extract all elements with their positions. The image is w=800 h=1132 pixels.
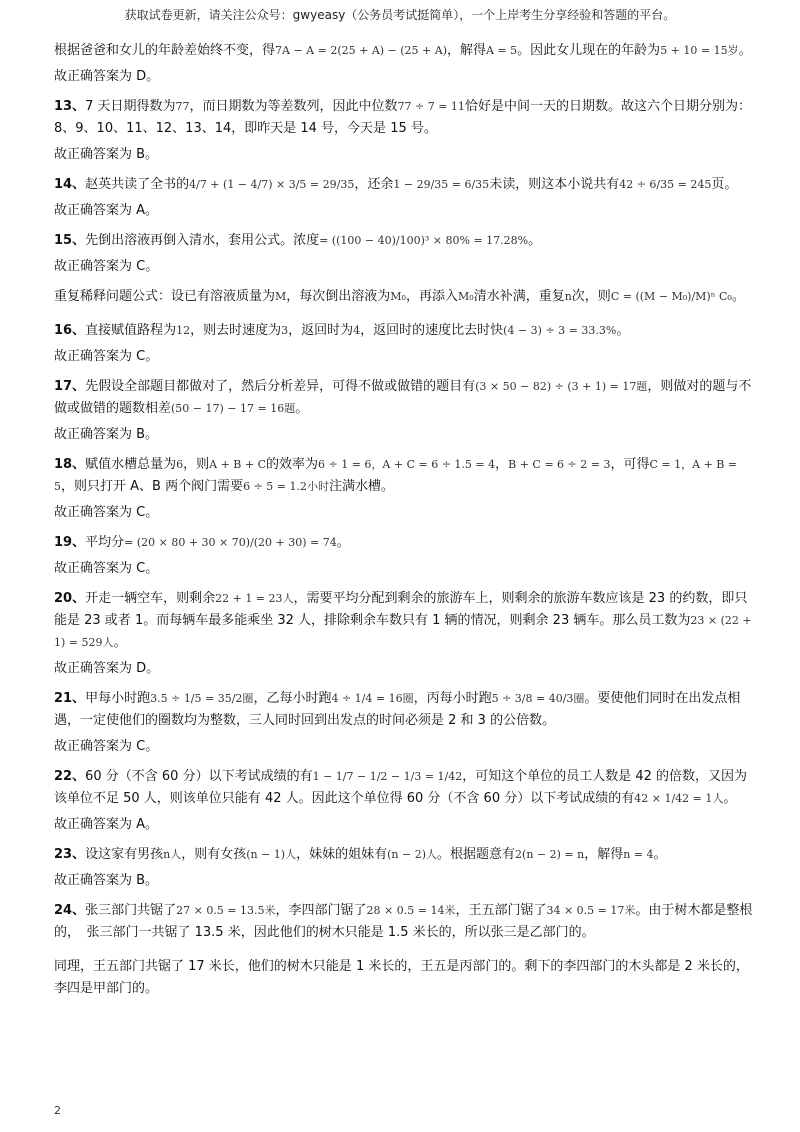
formula: 4 — [353, 324, 361, 337]
formula: C = ((M − M₀)/M)ⁿ C₀ — [610, 290, 732, 303]
answer-line: 故正确答案为 C。 — [54, 561, 159, 576]
text-segment: ，则去时速度为 — [190, 323, 282, 338]
question-number: 19、 — [54, 535, 86, 550]
formula: (3 × 50 − 82) ÷ (3 + 1) = 17题 — [475, 380, 648, 393]
formula: (50 − 17) − 17 = 16题 — [171, 402, 296, 415]
text-segment: ，每次倒出溶液为 — [286, 289, 391, 304]
text-segment: 未读，则这本小说共有 — [489, 177, 620, 192]
answer-line: 故正确答案为 B。 — [54, 147, 159, 162]
solution-paragraph — [54, 532, 754, 554]
question-number: 18、 — [54, 457, 86, 472]
text-segment: 平均分 — [85, 535, 125, 550]
question-number: 15、 — [54, 233, 86, 248]
text-segment: 。 — [723, 791, 737, 806]
text-segment: ，则 — [183, 457, 210, 472]
text-segment: ，再添入 — [405, 289, 458, 304]
formula: 6 ÷ 5 = 1.2小时 — [243, 480, 329, 493]
solution-paragraph — [54, 376, 754, 420]
formula: 34 × 0.5 = 17米 — [546, 904, 636, 917]
formula: 23 × (22 + 1) = 529人 — [54, 614, 752, 649]
formula: C = 1，A + B = 5 — [54, 458, 738, 493]
text-segment: 页。 — [711, 177, 738, 192]
answer-line: 故正确答案为 C。 — [54, 505, 159, 520]
formula: 5 ÷ 3/8 = 40/3圈 — [491, 692, 585, 705]
formula: = ((100 − 40)/100)³ × 80% = 17.28% — [319, 234, 529, 247]
formula: n — [564, 290, 572, 303]
solution-paragraph — [54, 286, 754, 308]
text-segment: 。 — [738, 43, 752, 58]
text-segment: 赵英共读了全书的 — [85, 177, 190, 192]
answer-line: 故正确答案为 C。 — [54, 349, 159, 364]
text-segment: 根据爸爸和女儿的年龄差始终不变，得 — [54, 43, 276, 58]
text-segment: ，李四部门锯了 — [275, 903, 367, 918]
question-number: 14、 — [54, 177, 86, 192]
formula: A + B + C — [209, 458, 266, 471]
formula: (n − 2)人 — [387, 848, 438, 861]
text-segment: ，解得 — [447, 43, 487, 58]
text-segment: 清水补满，重复 — [473, 289, 565, 304]
formula: 77 — [175, 100, 190, 113]
formula: 4 ÷ 1/4 = 16圈 — [331, 692, 414, 705]
text-segment: ，乙每小时跑 — [253, 691, 332, 706]
text-segment: 60 分（不含 60 分）以下考试成绩的有 — [85, 769, 313, 784]
formula: 42 ÷ 6/35 = 245 — [619, 178, 712, 191]
formula: M — [275, 290, 287, 303]
formula: 28 × 0.5 = 14米 — [366, 904, 456, 917]
formula: (4 − 3) ÷ 3 = 33.3% — [503, 324, 617, 337]
text-segment: ，则只打开 A、B 两个阀门需要 — [61, 479, 244, 494]
text-segment: 。 — [528, 233, 542, 248]
formula: 1 − 29/35 = 6/35 — [393, 178, 490, 191]
formula: n人 — [163, 848, 182, 861]
answer-line: 故正确答案为 B。 — [54, 427, 159, 442]
formula: 12 — [176, 324, 191, 337]
text-segment: 次，则 — [571, 289, 611, 304]
text-segment: 恰好是中间一天的日期数。故这六个日期分别为：8、9、10、11、12、13、14，即昨天是 14 号，今天是 15 号。 — [54, 99, 751, 136]
formula: 3.5 ÷ 1/5 = 35/2圈 — [150, 692, 254, 705]
formula: 1 − 1/7 − 1/2 − 1/3 = 1/42 — [312, 770, 463, 783]
question-number: 22、 — [54, 769, 86, 784]
text-segment: 。根据题意有 — [437, 847, 516, 862]
formula: 27 × 0.5 = 13.5米 — [176, 904, 276, 917]
solution-paragraph — [54, 174, 754, 196]
solution-paragraph — [54, 320, 754, 342]
answer-line: 故正确答案为 C。 — [54, 739, 159, 754]
formula: = (20 × 80 + 30 × 70)/(20 + 30) = 74 — [124, 536, 337, 549]
text-segment: ，丙每小时跑 — [413, 691, 492, 706]
text-segment: 先假设全部题目都做对了，然后分析差异，可得不做或做错的题目有 — [85, 379, 476, 394]
answer-line: 故正确答案为 C。 — [54, 259, 159, 274]
formula: 42 × 1/42 = 1人 — [634, 792, 724, 805]
solution-paragraph — [54, 96, 754, 140]
formula: 7A − A = 2(25 + A) − (25 + A) — [275, 44, 447, 57]
text-segment: 注满水槽。 — [329, 479, 395, 494]
formula: 2(n − 2) = n — [515, 848, 585, 861]
text-segment: ，还余 — [354, 177, 394, 192]
formula: 6 ÷ 1 = 6，A + C = 6 ÷ 1.5 = 4 — [318, 458, 496, 471]
text-segment: ，可得 — [610, 457, 650, 472]
formula: M₀ — [458, 290, 474, 303]
text-segment: 张三部门共锯了 — [85, 903, 177, 918]
formula: 4/7 + (1 − 4/7) × 3/5 = 29/35 — [189, 178, 355, 191]
text-segment: ，则有女孩 — [181, 847, 247, 862]
text-segment: ，妹妹的姐妹有 — [296, 847, 388, 862]
question-number: 20、 — [54, 591, 86, 606]
answer-line: 故正确答案为 D。 — [54, 661, 160, 676]
solution-paragraph — [54, 844, 754, 866]
solution-paragraph — [54, 588, 754, 654]
text-segment: 。 — [113, 635, 127, 650]
formula: A = 5 — [486, 44, 518, 57]
text-segment: ，则做对的题与不做或做错的题数相差 — [54, 379, 752, 416]
text-segment: 开走一辆空车，则剩余 — [85, 591, 216, 606]
page-header: 获取试卷更新，请关注公众号：gwyeasy（公务员考试挺简单），一个上岸考生分享经验和答题的平台。 — [124, 8, 676, 22]
document-body — [54, 40, 754, 1012]
text-segment: 。 — [731, 289, 745, 304]
text-segment: 同理，王五部门共锯了 17 米长，他们的树木只能是 1 米长的，王五是丙部门的。剩下的李四部门的木头都是 2 米长的，李四是甲部门的。 — [54, 959, 749, 996]
text-segment: 先倒出溶液再倒入清水，套用公式。浓度 — [85, 233, 320, 248]
text-segment: 赋值水槽总量为 — [85, 457, 177, 472]
text-segment: ，需要平均分配到剩余的旅游车上，则剩余的旅游车数应该是 23 的约数，即只能是 23 或者 1。而每辆车最多能乘坐 32 人，排除剩余车数只有 1 辆的情况，则剩余 23 辆车。那么员工数为 — [54, 591, 748, 628]
text-segment: 。 — [336, 535, 350, 550]
answer-line: 故正确答案为 B。 — [54, 873, 159, 888]
text-segment: ，王五部门锯了 — [455, 903, 547, 918]
text-segment: 重复稀释问题公式：设已有溶液质量为 — [54, 289, 276, 304]
text-segment: 。因此女儿现在的年龄为 — [517, 43, 661, 58]
formula: 6 — [176, 458, 184, 471]
formula: M₀ — [390, 290, 406, 303]
solution-paragraph — [54, 688, 754, 732]
solution-paragraph — [54, 766, 754, 810]
question-number: 21、 — [54, 691, 86, 706]
answer-line: 故正确答案为 A。 — [54, 203, 159, 218]
formula: (n − 1)人 — [246, 848, 297, 861]
formula: 22 + 1 = 23人 — [215, 592, 294, 605]
text-segment: 的效率为 — [266, 457, 319, 472]
solution-paragraph — [54, 40, 754, 62]
answer-line: 故正确答案为 A。 — [54, 817, 159, 832]
formula: n = 4 — [623, 848, 654, 861]
page-number: 2 — [54, 1104, 61, 1117]
solution-paragraph — [54, 956, 754, 1000]
question-number: 17、 — [54, 379, 86, 394]
text-segment: 。要使他们同时在出发点相遇，一定使他们的圈数均为整数，三人同时回到出发点的时间必须是 2 和 3 的公倍数。 — [54, 691, 741, 728]
spacer — [54, 948, 754, 956]
formula: 5 + 10 = 15岁 — [660, 44, 739, 57]
text-segment: ，而日期数为等差数列，因此中位数 — [189, 99, 398, 114]
text-segment: ，可知这个单位的员工人数是 42 的倍数，又因为该单位不足 50 人，则该单位只能有 42 人。因此这个单位得 60 分（不含 60 分）以下考试成绩的有 — [54, 769, 748, 806]
text-segment: 设这家有男孩 — [85, 847, 164, 862]
answer-line: 故正确答案为 D。 — [54, 69, 160, 84]
solution-paragraph — [54, 900, 754, 944]
text-segment: 直接赋值路程为 — [85, 323, 177, 338]
question-number: 16、 — [54, 323, 86, 338]
text-segment: 。由于树木都是整根的， 张三部门一共锯了 13.5 米，因此他们的树木只能是 1.5 米长的，所以张三是乙部门的。 — [54, 903, 753, 940]
question-number: 24、 — [54, 903, 86, 918]
text-segment: 甲每小时跑 — [85, 691, 151, 706]
text-segment: ，解得 — [584, 847, 624, 862]
text-segment: 。 — [653, 847, 667, 862]
text-segment: ，返回时为 — [288, 323, 354, 338]
text-segment: 。 — [616, 323, 630, 338]
solution-paragraph — [54, 454, 754, 498]
text-segment: ，返回时的速度比去时快 — [360, 323, 504, 338]
text-segment: 。 — [295, 401, 309, 416]
question-number: 13、 — [54, 99, 86, 114]
formula: 3 — [281, 324, 289, 337]
text-segment: ， — [495, 457, 509, 472]
spacer — [54, 312, 754, 320]
text-segment: 7 天日期得数为 — [85, 99, 176, 114]
question-number: 23、 — [54, 847, 86, 862]
spacer — [54, 1004, 754, 1012]
formula: 77 ÷ 7 = 11 — [397, 100, 465, 113]
formula: B + C = 6 ÷ 2 = 3 — [508, 458, 611, 471]
solution-paragraph — [54, 230, 754, 252]
